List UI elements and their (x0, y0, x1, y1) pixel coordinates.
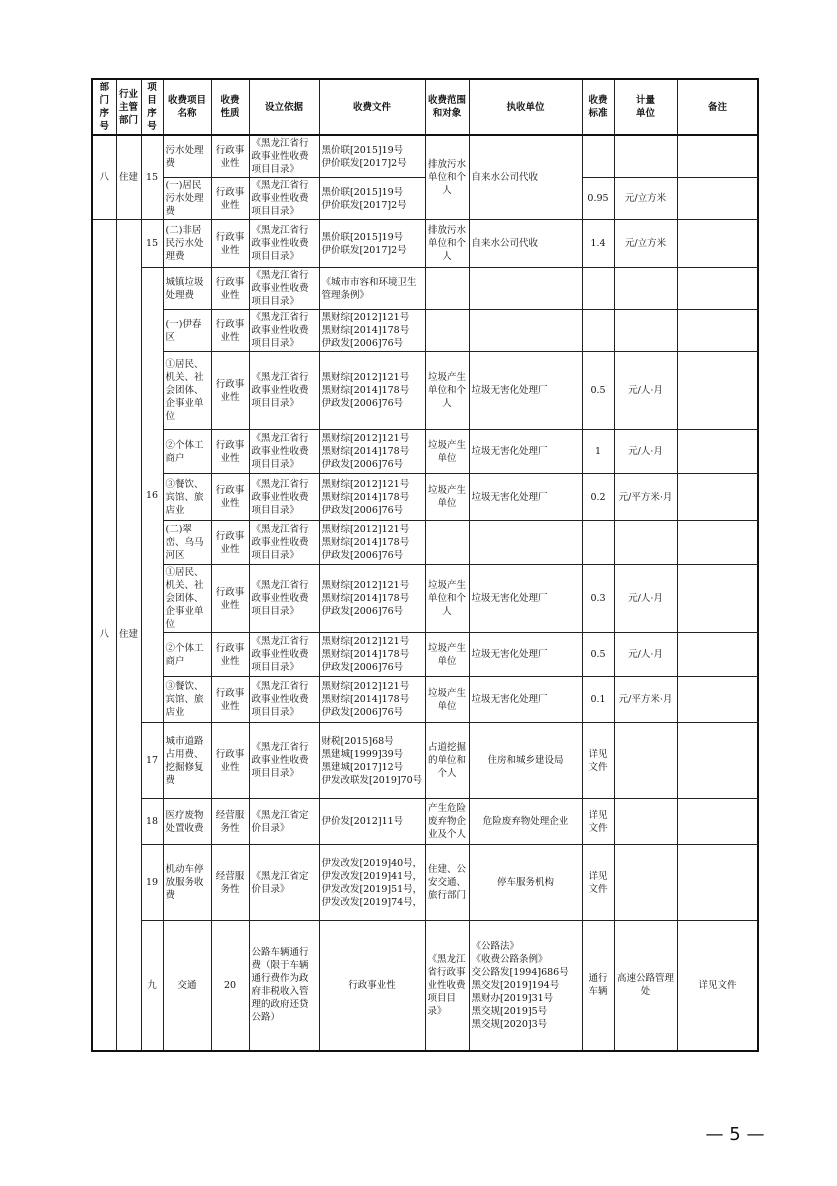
table-cell: 自来水公司代收 (469, 220, 582, 268)
table-cell: 城市道路占用费、挖掘修复费 (163, 723, 211, 799)
table-cell: 通行车辆 (582, 921, 614, 1051)
table-cell (677, 430, 758, 474)
table-cell: 黑财综[2012]121号 黑财综[2014]178号 伊政发[2006]76号 (319, 677, 425, 723)
column-header: 收费 标准 (582, 79, 614, 135)
table-cell: 《黑龙江省行政事业性收费项目目录》 (249, 178, 319, 220)
table-cell (469, 521, 582, 565)
table-cell (677, 677, 758, 723)
table-cell: 0.2 (582, 474, 614, 521)
table-cell: 行政事业性 (211, 310, 249, 352)
table-cell: 产生危险废弃物企业及个人 (425, 799, 469, 845)
column-header: 收费项目 名称 (163, 79, 211, 135)
page-number: — 5 — (705, 1124, 765, 1145)
table-cell: 元/立方米 (614, 178, 677, 220)
table-row (92, 352, 758, 430)
table-row (92, 310, 758, 352)
table-cell: 八 (92, 135, 116, 220)
column-header: 收费 性质 (211, 79, 249, 135)
table-cell: 行政事业性 (211, 474, 249, 521)
column-header: 行业 主管 部门 (116, 79, 141, 135)
table-cell: 占道挖掘的单位和个人 (425, 723, 469, 799)
table-cell: 垃圾产生单位和个人 (425, 565, 469, 633)
table-body (92, 135, 758, 1051)
table-row (92, 430, 758, 474)
table-cell: 行政事业性 (211, 633, 249, 677)
table-cell: ②个体工商户 (163, 430, 211, 474)
table-cell: ①居民、机关、社会团体、企事业单位 (163, 565, 211, 633)
table-cell (425, 521, 469, 565)
table-cell: 停车服务机构 (469, 845, 582, 921)
table-cell: 《城市市容和环境卫生管理条例》 (319, 268, 425, 310)
table-cell (614, 845, 677, 921)
table-cell: 住房和城乡建设局 (469, 723, 582, 799)
column-header: 部门 序号 (92, 79, 116, 135)
table-cell: 伊价发[2012]11号 (319, 799, 425, 845)
table-cell: 黑财综[2012]121号 黑财综[2014]178号 伊政发[2006]76号 (319, 521, 425, 565)
table-header (92, 79, 758, 135)
table-cell: 元/人·月 (614, 565, 677, 633)
table-cell: 《黑龙江省行政事业性收费项目目录》 (249, 521, 319, 565)
table-cell: 黑财综[2012]121号 黑财综[2014]178号 伊政发[2006]76号 (319, 430, 425, 474)
table-cell: 行政事业性 (211, 268, 249, 310)
table-cell (469, 310, 582, 352)
table-cell: 垃圾产生单位 (425, 633, 469, 677)
column-header: 执收单位 (469, 79, 582, 135)
table-row (92, 220, 758, 268)
table-cell: 危险废弃物处理企业 (469, 799, 582, 845)
table-row (92, 135, 758, 178)
table-cell: 垃圾无害化处理厂 (469, 474, 582, 521)
table-cell: 详见文件 (582, 799, 614, 845)
table-cell: 住建 (116, 220, 141, 1051)
table-cell: 垃圾无害化处理厂 (469, 677, 582, 723)
table-cell (614, 268, 677, 310)
table-cell: 元/平方米·月 (614, 474, 677, 521)
table-cell: 黑价联[2015]19号 伊价联发[2017]2号 (319, 135, 425, 178)
table-cell: 行政事业性 (319, 921, 425, 1051)
table-cell: 《黑龙江省定价目录》 (249, 845, 319, 921)
table-cell: 15 (141, 220, 163, 268)
table-cell: 《黑龙江省行政事业性收费项目目录》 (249, 352, 319, 430)
column-header: 备注 (677, 79, 758, 135)
table-cell: 《黑龙江省行政事业性收费项目目录》 (249, 268, 319, 310)
table-cell: 垃圾无害化处理厂 (469, 352, 582, 430)
column-header: 设立依据 (249, 79, 319, 135)
table-cell: (一)居民污水处理费 (163, 178, 211, 220)
column-header: 收费范围 和对象 (425, 79, 469, 135)
table-cell: 《黑龙江省行政事业性收费项目目录》 (249, 565, 319, 633)
table-cell (469, 268, 582, 310)
table-cell (582, 521, 614, 565)
table-cell (677, 723, 758, 799)
table-row (92, 565, 758, 633)
table-cell (677, 135, 758, 178)
table-cell: 行政事业性 (211, 220, 249, 268)
table-cell: 0.5 (582, 633, 614, 677)
table-cell: 垃圾无害化处理厂 (469, 633, 582, 677)
table-cell: 八 (92, 220, 116, 1051)
table-cell: ②个体工商户 (163, 633, 211, 677)
table-cell (425, 310, 469, 352)
table-cell: 垃圾产生单位 (425, 430, 469, 474)
table-cell: ③餐饮、宾馆、旅店业 (163, 677, 211, 723)
table-cell: 行政事业性 (211, 352, 249, 430)
table-cell: 《黑龙江省行政事业性收费项目目录》 (249, 135, 319, 178)
header-row (92, 79, 758, 135)
table-cell: (一)伊春区 (163, 310, 211, 352)
table-cell: 排放污水单位和个人 (425, 220, 469, 268)
table-cell (582, 268, 614, 310)
table-cell: 垃圾产生单位和个人 (425, 352, 469, 430)
table-cell: 黑财综[2012]121号 黑财综[2014]178号 伊政发[2006]76号 (319, 633, 425, 677)
table-cell: 行政事业性 (211, 521, 249, 565)
table-cell (425, 268, 469, 310)
table-cell: 《公路法》 《收费公路条例》 交公路发[1994]686号 黑交发[2019]194号 黑财办[2019]31号 黑交规[2019]5号 黑交规[2020]3号 (469, 921, 582, 1051)
table-cell: 行政事业性 (211, 677, 249, 723)
table-cell: 元/立方米 (614, 220, 677, 268)
table-cell: 垃圾无害化处理厂 (469, 430, 582, 474)
table-cell: 16 (141, 268, 163, 723)
table-cell: 住建 (116, 135, 141, 220)
table-cell (677, 220, 758, 268)
table-cell: 垃圾产生单位 (425, 677, 469, 723)
table-row (92, 723, 758, 799)
table-cell (677, 799, 758, 845)
table-cell: 《黑龙江省行政事业性收费项目目录》 (249, 677, 319, 723)
table-cell: 0.1 (582, 677, 614, 723)
table-cell (677, 845, 758, 921)
table-row (92, 845, 758, 921)
table-cell: 黑价联[2015]19号 伊价联发[2017]2号 (319, 178, 425, 220)
table-cell: 城镇垃圾处理费 (163, 268, 211, 310)
table-cell (614, 799, 677, 845)
table-cell: 行政事业性 (211, 135, 249, 178)
table-cell: 元/人·月 (614, 633, 677, 677)
table-cell: 19 (141, 845, 163, 921)
table-cell (677, 474, 758, 521)
column-header: 收费文件 (319, 79, 425, 135)
table-cell: 财税[2015]68号 黑建城[1999]39号 黑建城[2017]12号 伊发改联发[2019]70号 (319, 723, 425, 799)
table-cell (677, 178, 758, 220)
table-cell: 九 (141, 921, 163, 1051)
table-cell: 0.95 (582, 178, 614, 220)
table-cell: 《黑龙江省定价目录》 (249, 799, 319, 845)
table-cell (677, 633, 758, 677)
table-cell: 详见文件 (582, 845, 614, 921)
fee-table (91, 78, 759, 1052)
table-cell: 《黑龙江省行政事业性收费项目目录》 (249, 220, 319, 268)
table-cell: 经营服务性 (211, 845, 249, 921)
table-cell (614, 135, 677, 178)
table-cell: 黑财综[2012]121号 黑财综[2014]178号 伊政发[2006]76号 (319, 310, 425, 352)
table-row (92, 677, 758, 723)
table-cell (614, 723, 677, 799)
table-row (92, 921, 758, 1051)
table-cell: 黑财综[2012]121号 黑财综[2014]178号 伊政发[2006]76号 (319, 565, 425, 633)
table-cell (677, 352, 758, 430)
table-cell (677, 565, 758, 633)
table-cell: 元/平方米·月 (614, 677, 677, 723)
table-cell (677, 268, 758, 310)
table-cell: 0.3 (582, 565, 614, 633)
table-cell: 元/人·月 (614, 352, 677, 430)
table-cell: 行政事业性 (211, 723, 249, 799)
table-cell: 垃圾产生单位 (425, 474, 469, 521)
table-cell: 黑财综[2012]121号 黑财综[2014]178号 伊政发[2006]76号 (319, 352, 425, 430)
table-cell: 住建、公安交通、旅行部门 (425, 845, 469, 921)
table-cell: 0.5 (582, 352, 614, 430)
table-cell: 黑财综[2012]121号 黑财综[2014]178号 伊政发[2006]76号 (319, 474, 425, 521)
table-cell: 污水处理费 (163, 135, 211, 178)
table-cell: 《黑龙江省行政事业性收费项目目录》 (249, 310, 319, 352)
table-cell: 高速公路管理处 (614, 921, 677, 1051)
table-cell: 详见文件 (582, 723, 614, 799)
table-cell: (二)翠峦、乌马河区 (163, 521, 211, 565)
table-cell: 自来水公司代收 (469, 135, 582, 220)
table-cell: 元/人·月 (614, 430, 677, 474)
table-cell: 《黑龙江省行政事业性收费项目目录》 (425, 921, 469, 1051)
column-header: 计量 单位 (614, 79, 677, 135)
table-cell: 17 (141, 723, 163, 799)
table-cell: ①居民、机关、社会团体、企事业单位 (163, 352, 211, 430)
table-cell: 排放污水单位和个人 (425, 135, 469, 220)
table-cell: 机动车停放服务收费 (163, 845, 211, 921)
table-cell: 详见文件 (677, 921, 758, 1051)
table-cell: 经营服务性 (211, 799, 249, 845)
table-row (92, 633, 758, 677)
column-header: 项目 序号 (141, 79, 163, 135)
table-row (92, 268, 758, 310)
table-cell: 行政事业性 (211, 178, 249, 220)
table-cell (677, 521, 758, 565)
table-cell (614, 521, 677, 565)
table-row (92, 521, 758, 565)
table-cell: 黑价联[2015]19号 伊价联发[2017]2号 (319, 220, 425, 268)
table-cell: 《黑龙江省行政事业性收费项目目录》 (249, 723, 319, 799)
table-cell (614, 310, 677, 352)
table-cell: 《黑龙江省行政事业性收费项目目录》 (249, 430, 319, 474)
table-cell: 医疗废物处置收费 (163, 799, 211, 845)
table-cell: 伊发改发[2019]40号， 伊发改发[2019]41号， 伊发改发[2019]51号， 伊发改发[2019]74号， (319, 845, 425, 921)
table-cell: 公路车辆通行费（限于车辆通行费作为政府非税收入管理的政府还贷公路） (249, 921, 319, 1051)
table-cell: 15 (141, 135, 163, 220)
table-row (92, 799, 758, 845)
table-cell: 行政事业性 (211, 430, 249, 474)
table-cell: 《黑龙江省行政事业性收费项目目录》 (249, 633, 319, 677)
table-cell: 1.4 (582, 220, 614, 268)
table-cell: 行政事业性 (211, 565, 249, 633)
table-cell: 《黑龙江省行政事业性收费项目目录》 (249, 474, 319, 521)
table-row (92, 474, 758, 521)
table-cell: 1 (582, 430, 614, 474)
table-cell: 18 (141, 799, 163, 845)
table-cell: 20 (211, 921, 249, 1051)
table-cell: (二)非居民污水处理费 (163, 220, 211, 268)
table-cell: ③餐饮、宾馆、旅店业 (163, 474, 211, 521)
table-cell (677, 310, 758, 352)
table-cell: 垃圾无害化处理厂 (469, 565, 582, 633)
table-cell (582, 135, 614, 178)
table-cell: 交通 (163, 921, 211, 1051)
table-cell (582, 310, 614, 352)
